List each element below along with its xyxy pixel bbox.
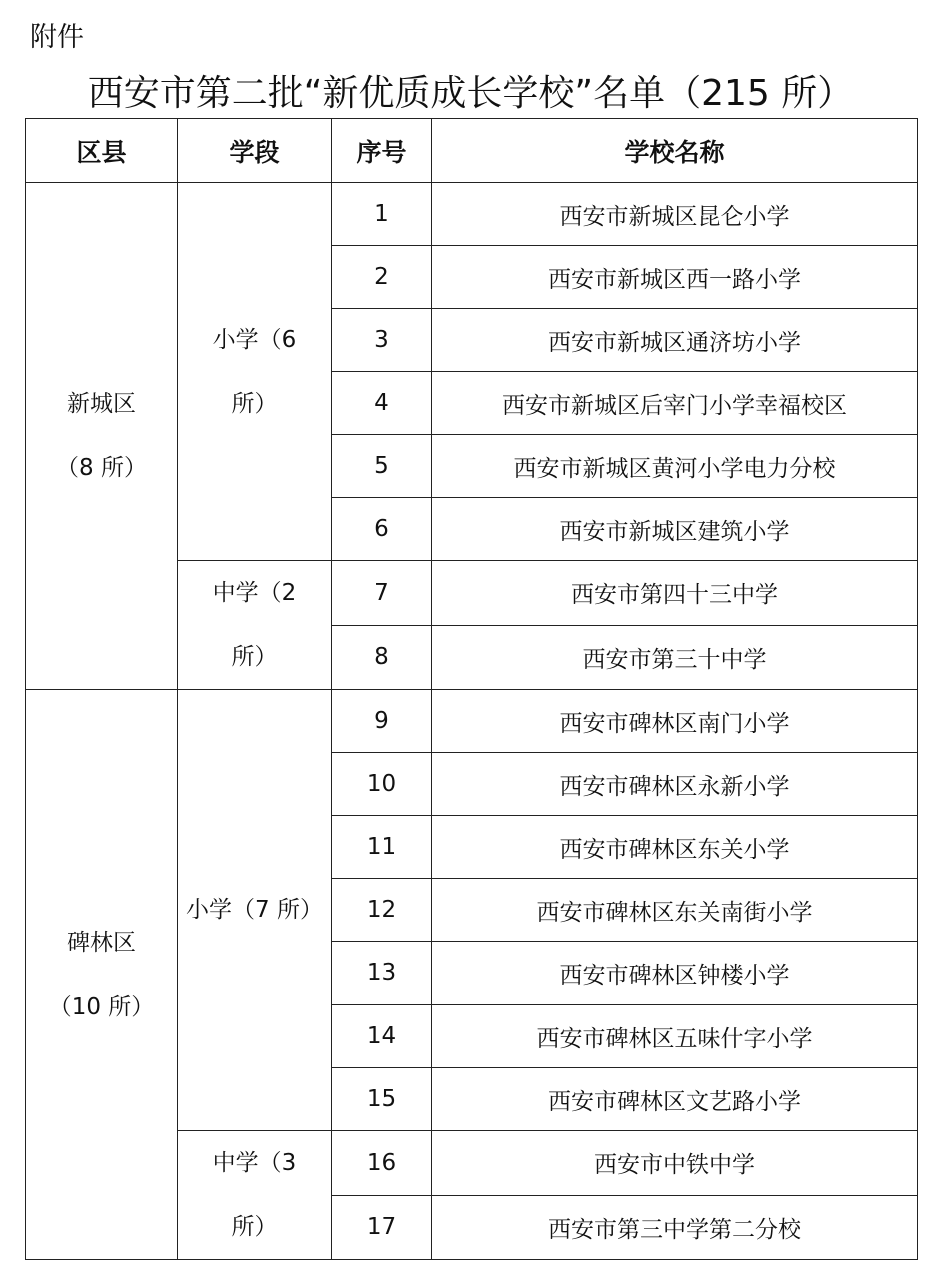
row-number: 5: [332, 435, 432, 498]
row-number: 10: [332, 753, 432, 816]
row-number: 16: [332, 1131, 432, 1196]
district-label: （10 所）: [48, 993, 155, 1020]
row-number: 6: [332, 498, 432, 561]
school-name: 西安市碑林区东关南街小学: [432, 879, 918, 942]
district-cell: [26, 690, 178, 1260]
segment-cell: [178, 183, 332, 561]
row-number: 15: [332, 1068, 432, 1131]
school-name: 西安市新城区建筑小学: [432, 498, 918, 561]
district-label: 新城区: [67, 391, 136, 417]
row-number: 8: [332, 625, 432, 690]
school-name: 西安市碑林区东关小学: [432, 816, 918, 879]
header-number: 序号: [332, 119, 432, 183]
row-number: 1: [332, 183, 432, 246]
row-number: 3: [332, 309, 432, 372]
row-number: 17: [332, 1195, 432, 1260]
school-name: 西安市中铁中学: [432, 1131, 918, 1196]
district-label: （8 所）: [56, 455, 147, 481]
segment-label: 小学（7 所）: [186, 897, 323, 923]
school-list-table: [25, 118, 918, 1260]
school-name: 西安市第三中学第二分校: [432, 1195, 918, 1260]
row-number: 7: [332, 561, 432, 626]
school-name: 西安市第四十三中学: [432, 561, 918, 626]
school-name: 西安市新城区通济坊小学: [432, 309, 918, 372]
header-school-name: 学校名称: [432, 119, 918, 183]
segment-label: 所）: [231, 644, 278, 670]
row-number: 11: [332, 816, 432, 879]
school-name: 西安市碑林区钟楼小学: [432, 942, 918, 1005]
segment-label: 小学（6: [212, 326, 297, 353]
row-number: 14: [332, 1005, 432, 1068]
row-number: 12: [332, 879, 432, 942]
school-name: 西安市碑林区永新小学: [432, 753, 918, 816]
table-row: [26, 183, 918, 246]
row-number: 9: [332, 690, 432, 753]
table-body: [26, 183, 918, 1260]
header-district: 区县: [26, 119, 178, 183]
row-number: 4: [332, 372, 432, 435]
school-name: 西安市新城区黄河小学电力分校: [432, 435, 918, 498]
district-cell: [26, 183, 178, 690]
school-name: 西安市新城区后宰门小学幸福校区: [432, 372, 918, 435]
segment-label: 中学（2: [212, 580, 297, 606]
page-title: 西安市第二批“新优质成长学校”名单（215 所）: [87, 73, 854, 114]
header-segment: 学段: [178, 119, 332, 183]
row-number: 2: [332, 246, 432, 309]
attachment-label: 附件: [30, 22, 84, 53]
header-row: [26, 119, 918, 183]
segment-label: 所）: [231, 1214, 278, 1240]
segment-cell: [178, 561, 332, 690]
school-name: 西安市碑林区五味什字小学: [432, 1005, 918, 1068]
school-name: 西安市新城区昆仑小学: [432, 183, 918, 246]
row-number: 13: [332, 942, 432, 1005]
table-row: [26, 690, 918, 753]
segment-cell: [178, 690, 332, 1131]
segment-label: 所）: [231, 390, 278, 417]
school-name: 西安市碑林区文艺路小学: [432, 1068, 918, 1131]
segment-cell: [178, 1131, 332, 1260]
school-name: 西安市碑林区南门小学: [432, 690, 918, 753]
school-name: 西安市第三十中学: [432, 625, 918, 690]
segment-label: 中学（3: [212, 1150, 297, 1176]
school-name: 西安市新城区西一路小学: [432, 246, 918, 309]
district-label: 碑林区: [67, 929, 136, 956]
